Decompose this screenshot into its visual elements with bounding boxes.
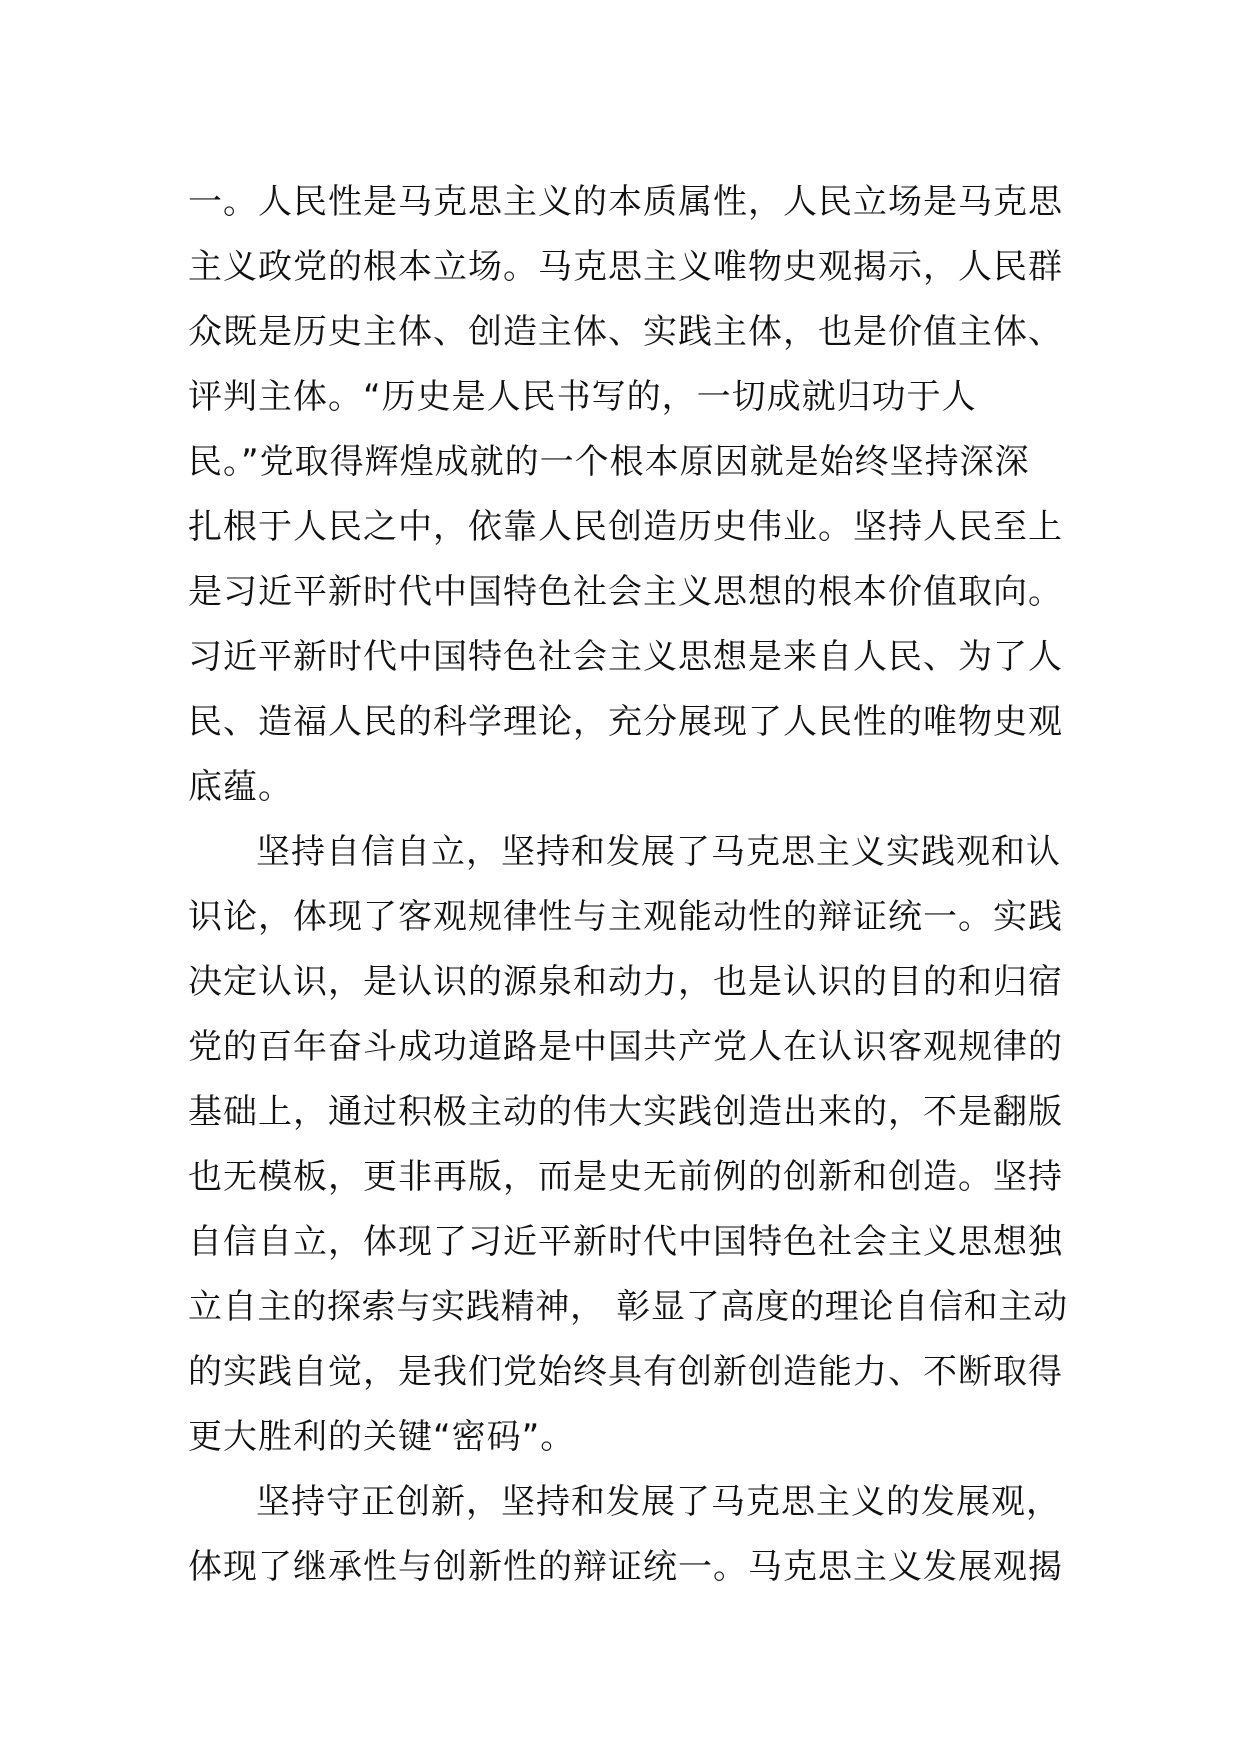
text-line: 基础上，通过积极主动的伟大实践创造出来的，不是翻版 xyxy=(188,1092,1063,1132)
text-line: 民。”党取得辉煌成就的一个根本原因就是始终坚持深深 xyxy=(188,442,1030,482)
text-line: 立自主的探索与实践精神， 彰显了高度的理论自信和主动 xyxy=(188,1287,1068,1327)
text-line: 众既是历史主体、创造主体、实践主体，也是价值主体、 xyxy=(188,312,1063,352)
text-line: 评判主体。“历史是人民书写的，一切成就归功于人 xyxy=(188,377,977,417)
text-line: 扎根于人民之中，依靠人民创造历史伟业。坚持人民至上 xyxy=(188,507,1063,547)
text-line: 习近平新时代中国特色社会主义思想是来自人民、为了人 xyxy=(188,637,1063,677)
text-line: 更大胜利的关键“密码”。 xyxy=(188,1417,576,1457)
text-line: 体现了继承性与创新性的辩证统一。马克思主义发展观揭 xyxy=(188,1547,1063,1587)
text-line: 也无模板，更非再版，而是史无前例的创新和创造。坚持 xyxy=(188,1157,1063,1197)
text-line: 坚持守正创新，坚持和发展了马克思主义的发展观， xyxy=(256,1482,1061,1522)
text-line: 坚持自信自立，坚持和发展了马克思主义实践观和认 xyxy=(256,832,1061,872)
text-line: 党的百年奋斗成功道路是中国共产党人在认识客观规律的 xyxy=(188,1027,1063,1067)
text-line: 主义政党的根本立场。马克思主义唯物史观揭示，人民群 xyxy=(188,247,1063,287)
text-line: 一。人民性是马克思主义的本质属性，人民立场是马克思 xyxy=(188,182,1063,222)
text-line: 的实践自觉，是我们党始终具有创新创造能力、不断取得 xyxy=(188,1352,1063,1392)
body-text xyxy=(188,170,1068,1600)
text-line: 是习近平新时代中国特色社会主义思想的根本价值取向。 xyxy=(188,572,1063,612)
text-line: 识论，体现了客观规律性与主观能动性的辩证统一。实践 xyxy=(188,897,1063,937)
text-line: 自信自立，体现了习近平新时代中国特色社会主义思想独 xyxy=(188,1222,1063,1262)
text-line: 民、造福人民的科学理论，充分展现了人民性的唯物史观 xyxy=(188,702,1063,742)
text-line: 底蕴。 xyxy=(188,767,293,807)
text-line: 决定认识，是认识的源泉和动力，也是认识的目的和归宿 xyxy=(188,962,1063,1002)
